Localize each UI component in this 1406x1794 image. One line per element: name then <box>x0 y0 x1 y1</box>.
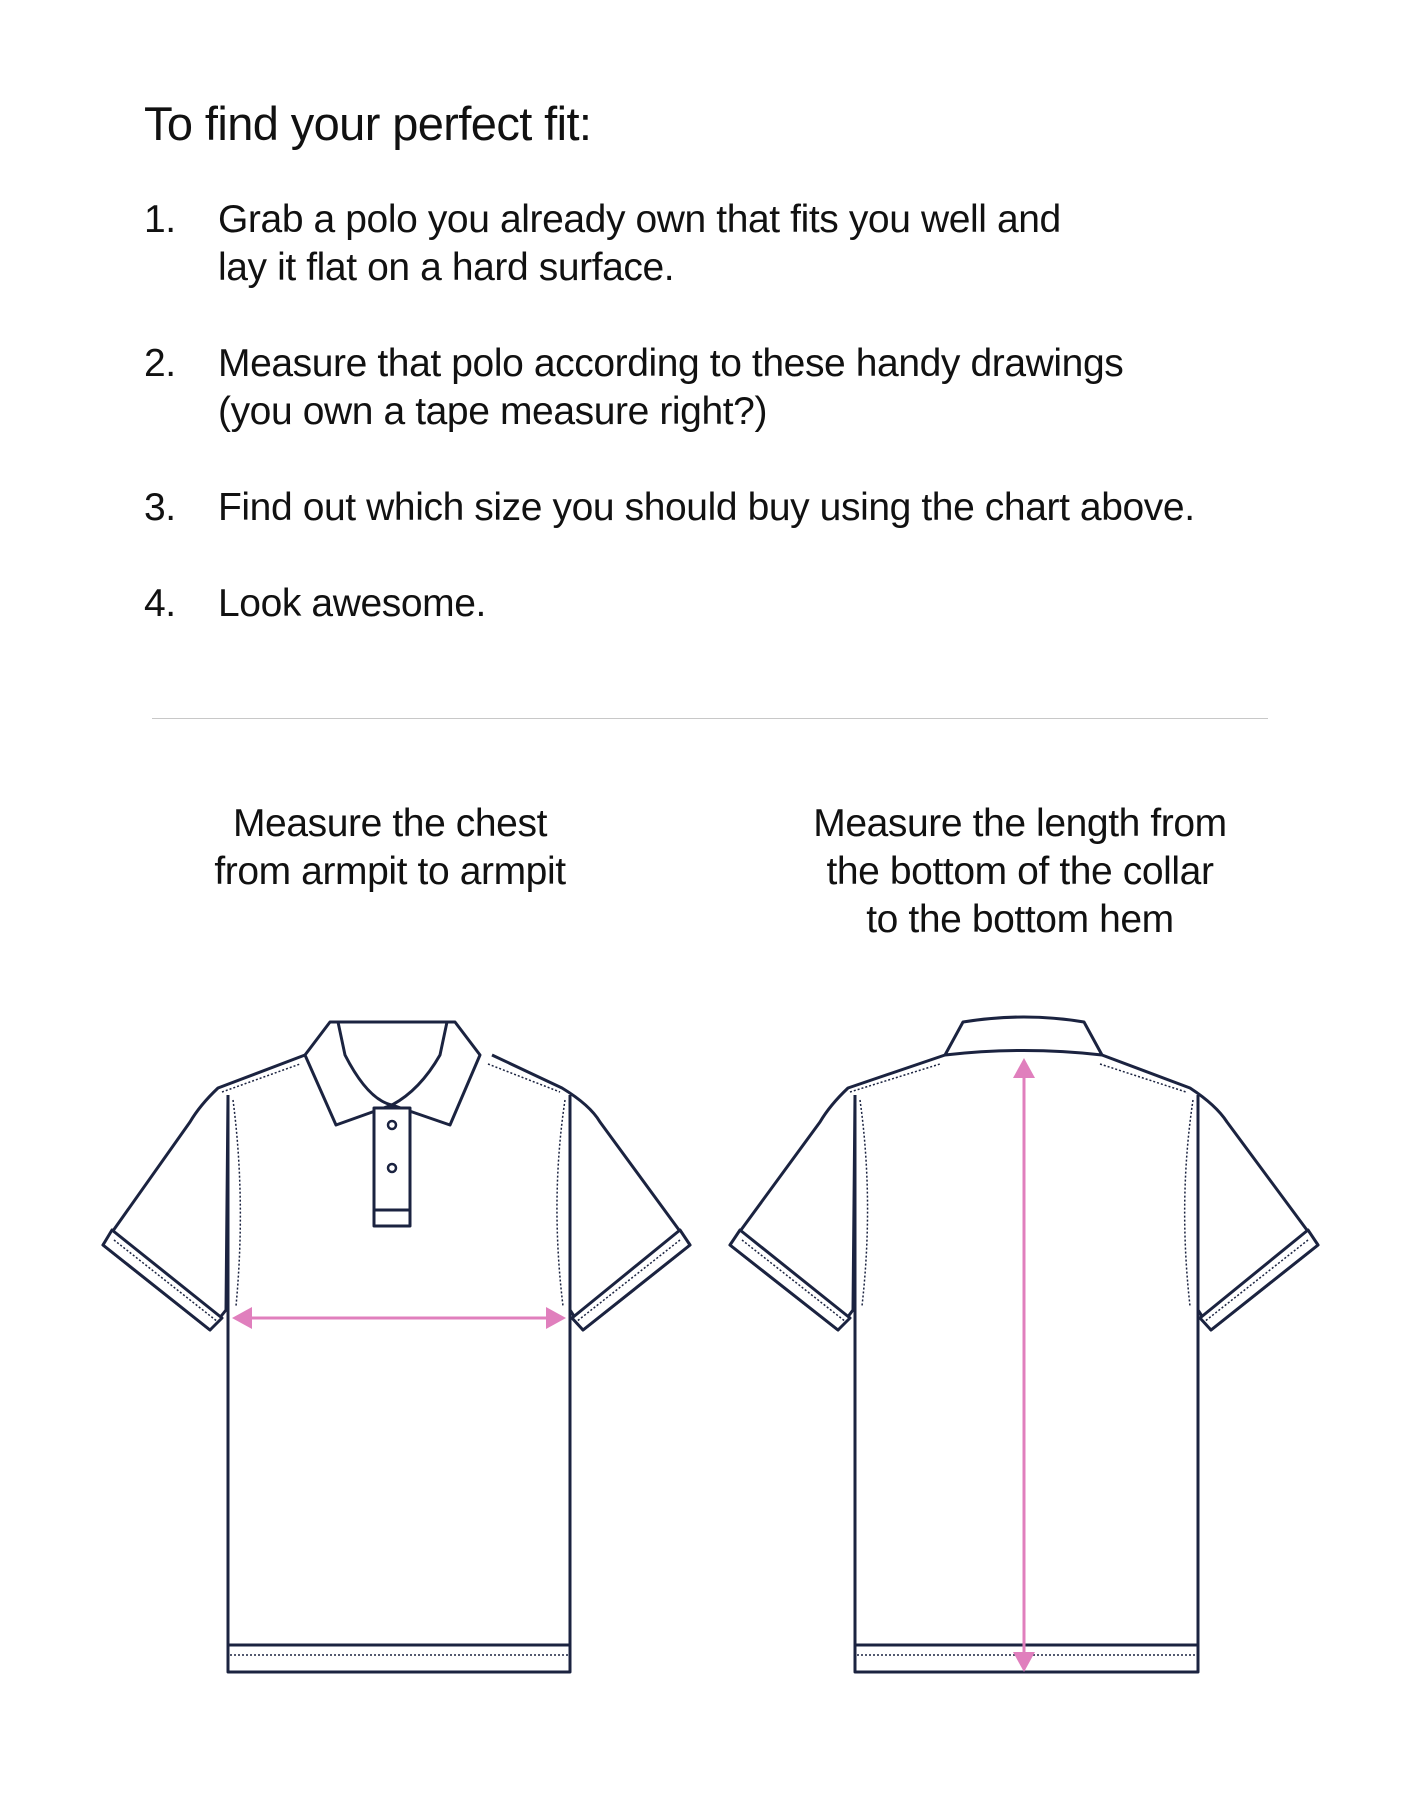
page-title: To find your perfect fit: <box>144 97 592 150</box>
step-text: Grab a polo you already own that fits you well and lay it flat on a hard surface. <box>218 198 1061 289</box>
back-body-outline <box>855 1095 1198 1660</box>
step-number: 2. <box>144 342 176 385</box>
back-collar <box>945 1017 1102 1055</box>
step-number: 1. <box>144 198 176 241</box>
step-text: Find out which size you should buy using the chart above. <box>218 486 1195 529</box>
step-number: 4. <box>144 582 176 625</box>
step-text: Measure that polo according to these handy drawings (you own a tape measure right?) <box>218 342 1124 433</box>
step-text: Look awesome. <box>218 582 486 625</box>
length-caption: Measure the length from the bottom of the collar to the bottom hem <box>813 802 1227 941</box>
chest-caption: Measure the chest from armpit to armpit <box>214 802 566 893</box>
step-number: 3. <box>144 486 176 529</box>
